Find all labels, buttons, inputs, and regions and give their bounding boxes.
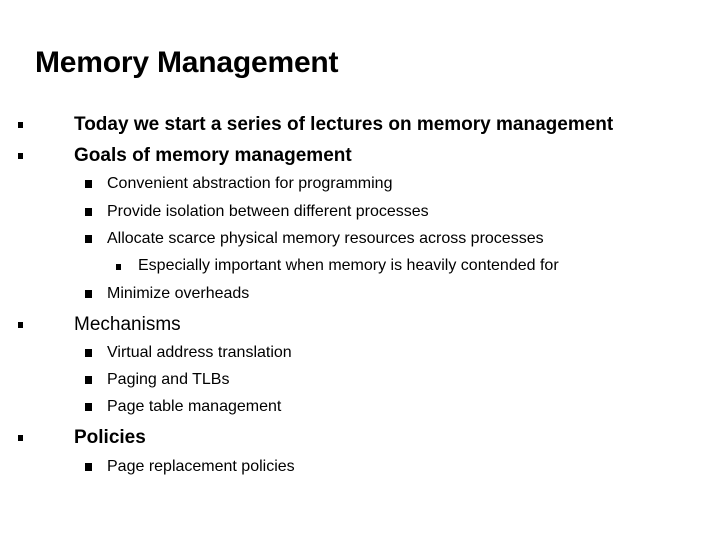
bullet-text: Minimize overheads [107, 285, 250, 302]
sub-bullet-item [107, 458, 295, 476]
square-bullet-icon [85, 376, 92, 384]
bullet-item [74, 145, 352, 167]
sub-bullet-item [107, 285, 249, 303]
bullet-text: Policies [74, 427, 146, 448]
square-bullet-icon [85, 349, 92, 357]
bullet-text: Convenient abstraction for programming [107, 175, 393, 192]
sub-bullet-item [107, 371, 229, 389]
square-bullet-icon [85, 290, 92, 298]
bullet-text: Page table management [107, 398, 282, 415]
bullet-text: Mechanisms [74, 314, 181, 335]
bullet-item [74, 114, 613, 136]
square-bullet-icon [85, 463, 92, 471]
square-bullet-icon [18, 322, 23, 328]
bullet-text: Today we start a series of lectures on memory management [74, 114, 614, 135]
sub-bullet-item [107, 398, 281, 416]
sub-bullet-item [107, 230, 544, 248]
bullet-text: Especially important when memory is heavily contended for [138, 257, 559, 274]
square-bullet-icon [18, 122, 23, 128]
bullet-text: Allocate scarce physical memory resources across processes [107, 230, 544, 247]
sub-bullet-item [107, 203, 429, 221]
slide-title: Memory Management [35, 46, 339, 79]
bullet-text: Paging and TLBs [107, 371, 230, 388]
bullet-text: Provide isolation between different processes [107, 203, 429, 220]
square-bullet-icon [18, 435, 23, 441]
square-bullet-icon [85, 235, 92, 243]
bullet-item [74, 314, 181, 336]
bullet-text: Virtual address translation [107, 344, 292, 361]
sub-bullet-item [107, 175, 392, 193]
square-bullet-icon [18, 153, 23, 159]
sub-sub-bullet-item [138, 257, 559, 275]
bullet-text: Page replacement policies [107, 458, 295, 475]
square-bullet-icon [116, 264, 121, 270]
bullet-text: Goals of memory management [74, 145, 352, 166]
square-bullet-icon [85, 208, 92, 216]
square-bullet-icon [85, 403, 92, 411]
sub-bullet-item [107, 344, 292, 362]
bullet-item [74, 427, 146, 449]
square-bullet-icon [85, 180, 92, 188]
